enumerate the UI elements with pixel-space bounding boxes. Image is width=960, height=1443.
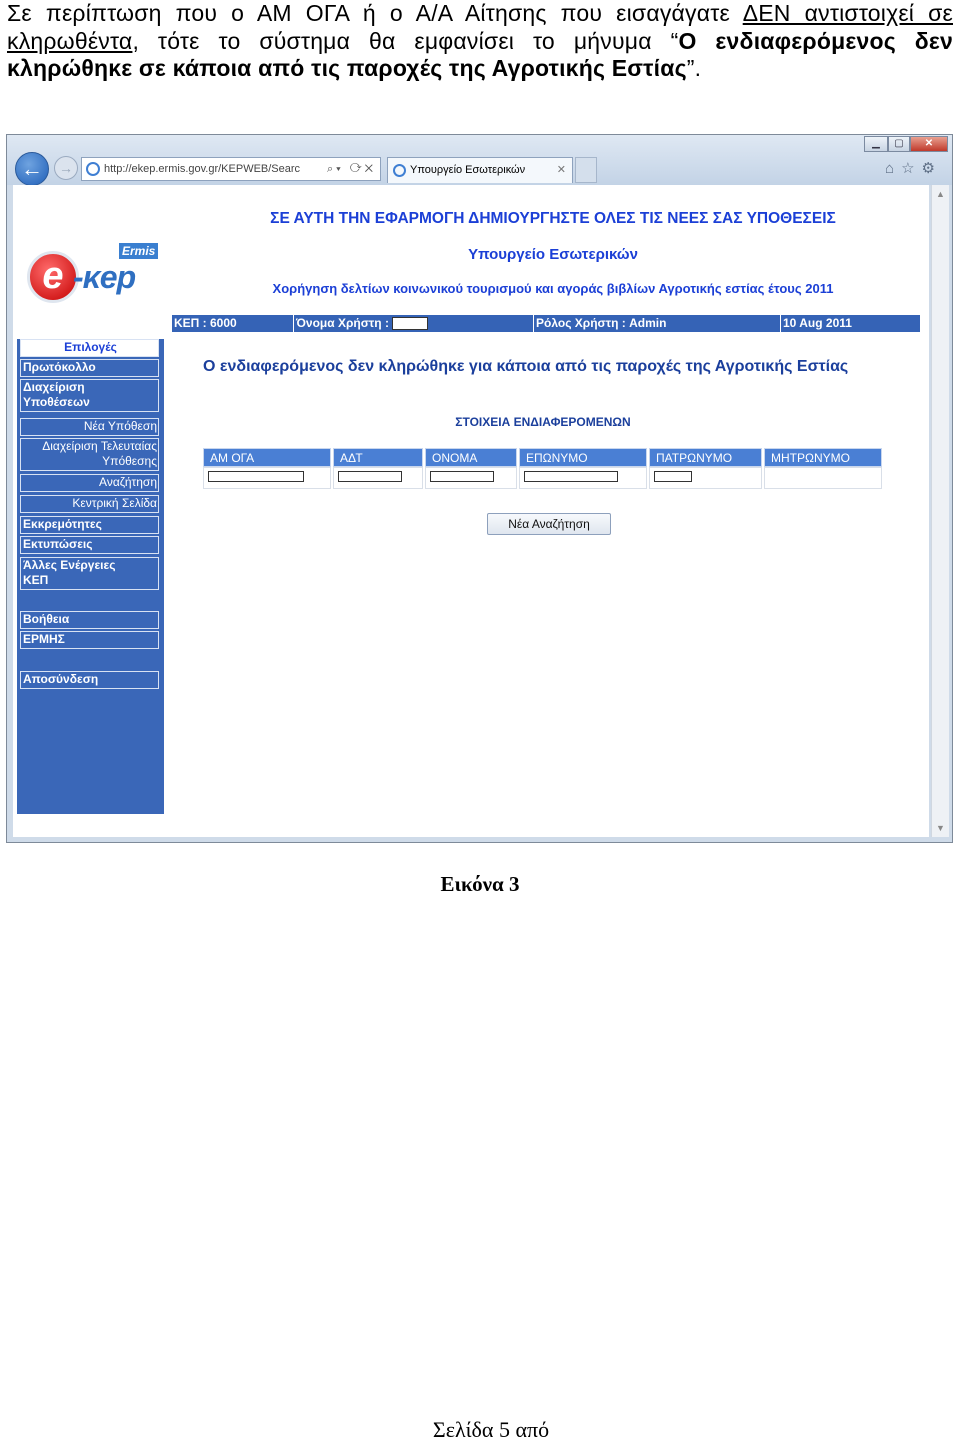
ie-page-icon bbox=[86, 162, 100, 176]
favorites-star-icon[interactable]: ☆ bbox=[901, 160, 922, 177]
sidebar-item-help[interactable]: Βοήθεια bbox=[20, 611, 159, 629]
table-cell bbox=[764, 467, 882, 489]
user-role: Ρόλος Χρήστη : Admin bbox=[533, 315, 780, 332]
sidebar-item-ermis[interactable]: ΕΡΜΗΣ bbox=[20, 631, 159, 649]
ministry-title: Υπουργείο Εσωτερικών bbox=[468, 246, 638, 263]
page-footer: Σελίδα 5 από bbox=[432, 1417, 550, 1442]
kep-code: ΚΕΠ : 6000 bbox=[174, 316, 237, 330]
sidebar-item-protocol[interactable]: Πρωτόκολλο bbox=[20, 359, 159, 377]
sidebar-item-last-case[interactable] bbox=[20, 438, 159, 471]
sidebar-item-other-actions[interactable] bbox=[20, 557, 159, 590]
current-date: 10 Aug 2011 bbox=[780, 315, 920, 332]
service-title: Χορήγηση δελτίων κοινωνικού τουρισμού και αγοράς βιβλίων Αγροτικής εστίας έτους 2011 bbox=[272, 281, 834, 296]
sidebar-item-logout[interactable]: Αποσύνδεση bbox=[20, 671, 159, 689]
gear-icon[interactable]: ⚙ bbox=[921, 160, 942, 177]
intro-bold-message: Ο ενδιαφερόμενος δεν κληρώθηκε σε κάποια από τις παροχές της Αγροτικής Εστίας bbox=[7, 27, 954, 81]
sidebar-item-label: Διαχείριση Τελευταίας bbox=[42, 439, 157, 453]
maximize-icon[interactable]: ▢ bbox=[888, 136, 910, 152]
window-close-icon[interactable]: ✕ bbox=[910, 136, 948, 152]
tab-ie-icon bbox=[393, 164, 406, 177]
sidebar-item-label: ΚΕΠ bbox=[23, 573, 49, 587]
name-field[interactable] bbox=[430, 471, 494, 482]
sidebar-header: Επιλογές bbox=[20, 339, 159, 357]
sidebar-item-home[interactable]: Κεντρική Σελίδα bbox=[20, 495, 159, 513]
window-controls bbox=[864, 136, 948, 152]
minimize-icon[interactable]: ▁ bbox=[864, 136, 888, 152]
tab-close-icon[interactable]: ✕ bbox=[556, 164, 566, 176]
browser-right-icons bbox=[885, 159, 942, 177]
vertical-scrollbar[interactable] bbox=[931, 185, 949, 837]
sidebar-item-label: Υποθέσεων bbox=[23, 395, 90, 409]
browser-tab[interactable] bbox=[387, 157, 573, 183]
figure-caption: Εικόνα 3 bbox=[440, 872, 520, 896]
address-url[interactable]: http://ekep.ermis.gov.gr/KEPWEB/Searc bbox=[104, 163, 301, 175]
column-header-mother-name: ΜΗΤΡΩΝΥΜΟ bbox=[764, 448, 882, 467]
logo-ermis-badge: Ermis bbox=[119, 243, 158, 259]
intro-text-2: , τότε το σύστημα θα εμφανίσει το μήνυμα “ bbox=[132, 27, 679, 54]
result-message: Ο ενδιαφερόμενος δεν κληρώθηκε για κάποια από τις παροχές της Αγροτικής Εστίας bbox=[203, 358, 849, 375]
column-header-am-oga: ΑΜ ΟΓΑ bbox=[203, 448, 331, 467]
new-tab-button[interactable] bbox=[575, 157, 597, 183]
table-cell bbox=[203, 467, 331, 489]
logo-kep-text: -κep bbox=[73, 259, 136, 295]
adt-field[interactable] bbox=[338, 471, 402, 482]
sidebar-item-prints[interactable]: Εκτυπώσεις bbox=[20, 536, 159, 554]
intro-paragraph bbox=[7, 0, 953, 83]
page-viewport bbox=[13, 185, 929, 837]
sidebar-item-pending[interactable]: Εκκρεμότητες bbox=[20, 516, 159, 534]
back-arrow-icon[interactable]: ← bbox=[15, 152, 49, 186]
sidebar-item-case-management[interactable] bbox=[20, 379, 159, 412]
column-header-adt: ΑΔΤ bbox=[333, 448, 423, 467]
user-info-bar bbox=[172, 315, 920, 332]
table-cell bbox=[519, 467, 647, 489]
scroll-down-icon[interactable]: ▼ bbox=[936, 823, 945, 833]
column-header-father-name: ΠΑΤΡΩΝΥΜΟ bbox=[649, 448, 762, 467]
user-name-box bbox=[392, 317, 428, 330]
browser-toolbar bbox=[7, 135, 952, 185]
logo-e-circle: e bbox=[27, 251, 79, 303]
beneficiary-table bbox=[203, 448, 887, 494]
surname-field[interactable] bbox=[524, 471, 618, 482]
sidebar-item-new-case[interactable]: Νέα Υπόθεση bbox=[20, 418, 159, 436]
intro-text-1: Σε περίπτωση που ο ΑΜ ΟΓΑ ή ο Α/Α Αίτησης που εισαγάγατε bbox=[7, 0, 743, 26]
column-header-name: ΟΝΟΜΑ bbox=[425, 448, 517, 467]
ekep-logo bbox=[27, 243, 167, 305]
am-oga-field[interactable] bbox=[208, 471, 304, 482]
sidebar-item-search[interactable]: Αναζήτηση bbox=[20, 474, 159, 492]
table-cell bbox=[425, 467, 517, 489]
section-title: ΣΤΟΙΧΕΙΑ ΕΝΔΙΑΦΕΡΟΜΕΝΩΝ bbox=[455, 415, 631, 429]
sidebar-item-label: Υπόθεσης bbox=[102, 454, 157, 468]
home-icon[interactable]: ⌂ bbox=[885, 160, 902, 177]
forward-arrow-icon[interactable]: → bbox=[54, 156, 78, 180]
table-cell bbox=[333, 467, 423, 489]
browser-screenshot bbox=[6, 134, 953, 843]
address-tools-icon[interactable]: ⌕▾ ⟳✕ bbox=[326, 163, 376, 175]
user-name-cell bbox=[293, 315, 533, 332]
father-name-field[interactable] bbox=[654, 471, 692, 482]
intro-underlined-text: ΔΕΝ αντιστοιχεί σε κληρωθέντα bbox=[7, 0, 953, 54]
scroll-up-icon[interactable]: ▲ bbox=[936, 189, 945, 199]
sidebar-item-label: Άλλες Ενέργειες bbox=[23, 558, 116, 572]
address-bar[interactable] bbox=[81, 157, 381, 181]
sidebar-item-label: Διαχείριση bbox=[23, 380, 85, 394]
sidebar-menu bbox=[17, 339, 164, 814]
user-name-label: Όνομα Χρήστη : bbox=[296, 316, 389, 330]
page-heading: ΣΕ ΑΥΤΗ ΤΗΝ ΕΦΑΡΜΟΓΗ ΔΗΜΙΟΥΡΓΗΣΤΕ ΟΛΕΣ ΤΙΣ ΝΕΕΣ ΣΑΣ ΥΠΟΘΕΣΕΙΣ bbox=[270, 210, 836, 227]
column-header-surname: ΕΠΩΝΥΜΟ bbox=[519, 448, 647, 467]
tab-title: Υπουργείο Εσωτερικών bbox=[410, 164, 526, 176]
new-search-button[interactable]: Νέα Αναζήτηση bbox=[487, 513, 611, 535]
intro-text-3: ”. bbox=[686, 55, 702, 81]
table-cell bbox=[649, 467, 762, 489]
